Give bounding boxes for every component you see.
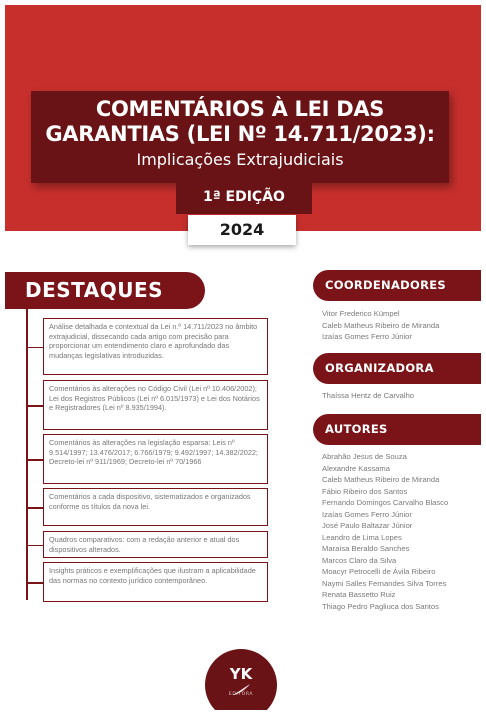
autor-name: Naymi Salles Fernandes Silva Torres: [322, 578, 447, 588]
autor-name: Leandro de Lima Lopes: [322, 532, 402, 542]
year-badge: 2024: [188, 215, 296, 245]
autores-list: [322, 451, 448, 612]
connector: [26, 507, 43, 509]
logo-subtitle: EDITORA: [228, 692, 254, 697]
destaque-card: Comentários a cada dispositivo, sistematizados e organizados conforme os títulos da nova lei.: [43, 488, 268, 526]
autor-name: Abrahão Jesus de Souza: [322, 452, 407, 461]
destaque-item-6: [26, 562, 268, 602]
connector: [26, 405, 43, 407]
destaque-item-3: [26, 434, 268, 484]
coordenadores-list: [322, 308, 439, 343]
autor-name: Moacyr Petrocelli de Ávila Ribeiro: [322, 567, 436, 576]
autor-name: Maraísa Beraldo Sanches: [322, 544, 410, 553]
title-box: [31, 91, 449, 183]
autor-name: Fábio Ribeiro dos Santos: [322, 486, 408, 496]
destaque-item-4: [26, 488, 268, 526]
destaque-card: Comentários às alterações na legislação esparsa: Leis nº 9.514/1997; 13.476/2017; 6.766/1979; 9.492/1997; 14.382/2022; Decreto-lei nº 911/1969; Decreto-lei nº 70/1966: [43, 434, 268, 484]
destaque-item-5: [26, 531, 268, 558]
publisher-logo: [205, 649, 277, 710]
organizadora-list: [322, 390, 414, 402]
autor-name: Thiago Pedro Pagliuca dos Santos: [322, 601, 439, 611]
autor-name: José Paulo Baltazar Júnior: [322, 521, 413, 530]
autores-heading: AUTORES: [313, 414, 481, 445]
connector: [26, 582, 43, 584]
edition-badge: 1ª EDIÇÃO: [176, 181, 312, 214]
autor-name: Fernando Domingos Carvalho Blasco: [322, 498, 449, 507]
connector: [26, 459, 43, 461]
coordenador-name: Izaías Gomes Ferro Júnior: [322, 332, 412, 341]
coordenadores-heading: COORDENADORES: [313, 270, 481, 301]
connector: [26, 347, 43, 349]
title-line-1: COMENTÁRIOS À LEI DAS: [95, 97, 385, 121]
title-line-2: GARANTIAS (LEI Nº 14.711/2023):: [45, 122, 435, 146]
destaque-item-2: [26, 380, 268, 430]
organizadora-name: Thaíssa Hentz de Carvalho: [322, 391, 415, 400]
organizadora-heading: ORGANIZADORA: [313, 353, 481, 384]
autor-name: Alexandre Kassama: [322, 463, 390, 473]
destaque-card: Quadros comparativos: com a redação anterior e atual dos dispositivos alterados.: [43, 531, 268, 558]
autor-name: Caleb Matheus Ribeiro de Miranda: [322, 475, 440, 484]
logo-mark: YK: [229, 665, 253, 683]
destaques-heading: DESTAQUES: [5, 272, 205, 309]
coordenador-name: Vitor Frederico Kümpel: [322, 309, 400, 318]
destaque-card: Comentários às alterações no Código Civil (Lei nº 10.406/2002); Lei dos Registros Públicos (Lei nº 6.015/1973) e Lei dos Notários e Registradores (Lei nº 8.935/1994).: [43, 380, 268, 430]
destaque-card: Insights práticos e exemplificações que ilustram a aplicabilidade das normas no contexto jurídico contemporâneo.: [43, 562, 268, 602]
book-cover: [5, 5, 481, 710]
destaque-item-1: [26, 318, 268, 375]
connector: [26, 545, 43, 547]
autor-name: Marcos Claro da Silva: [322, 555, 397, 565]
subtitle: Implicações Extrajudiciais: [136, 150, 344, 169]
destaque-card: Análise detalhada e contextual da Lei n.º 14.711/2023 no âmbito extrajudicial, dissecando cada artigo com precisão para proporcionar um entendimento claro e aprofundado das mudanças legislativas introduzidas.: [43, 318, 268, 375]
coordenador-name: Caleb Matheus Ribeiro de Miranda: [322, 320, 440, 330]
autor-name: Renata Bassetto Ruiz: [322, 590, 396, 599]
autor-name: Izaías Gomes Ferro Júnior: [322, 509, 412, 519]
